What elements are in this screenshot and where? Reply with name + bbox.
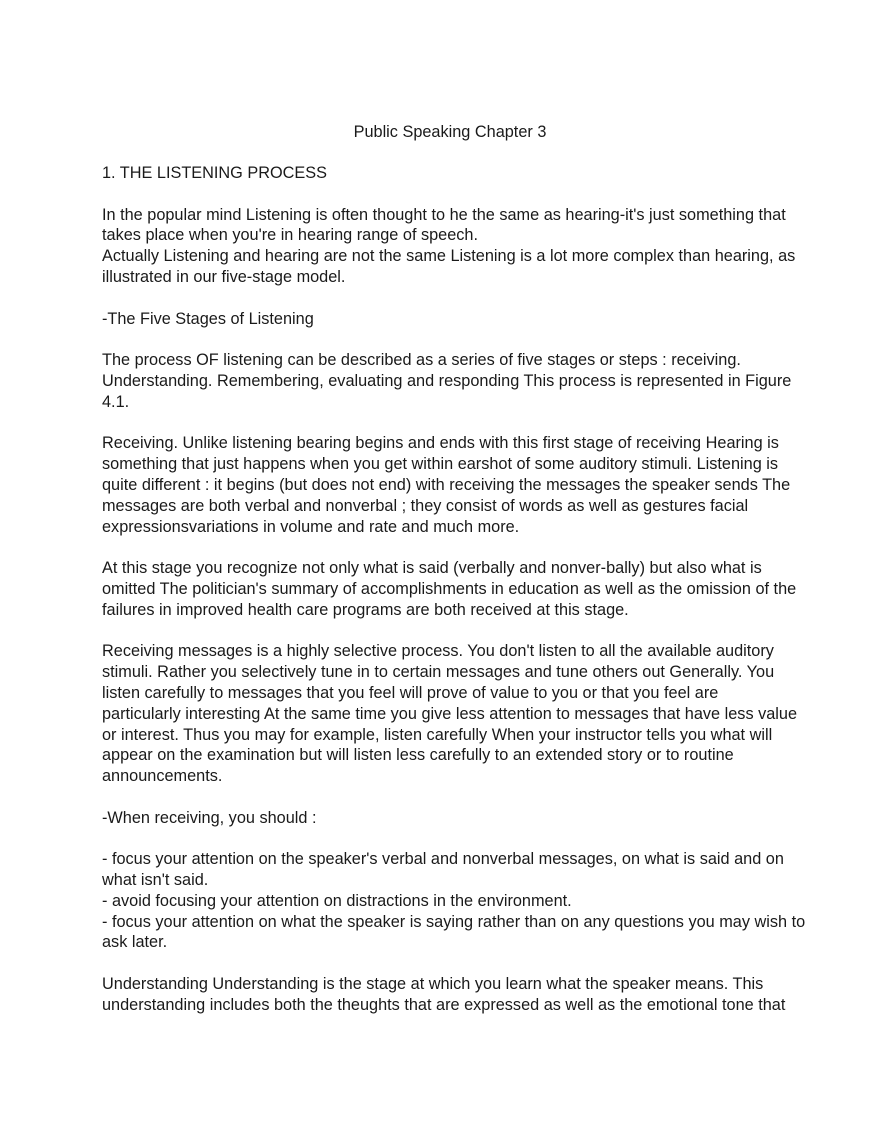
section-heading: 1. THE LISTENING PROCESS bbox=[102, 164, 327, 182]
list-item-line: what isn't said. bbox=[102, 871, 209, 890]
text-line: -The Five Stages of Listening bbox=[102, 309, 314, 328]
text-line: understanding includes both the theughts that are expressed as well as the emotional tone that bbox=[102, 995, 786, 1014]
list-item-line: - focus your attention on what the speaker is saying rather than on any questions you may wish to bbox=[102, 912, 806, 931]
paragraph bbox=[102, 205, 862, 288]
text-line: -When receiving, you should : bbox=[102, 808, 317, 827]
page-title: Public Speaking Chapter 3 bbox=[353, 123, 547, 141]
subheading bbox=[102, 309, 862, 330]
paragraph bbox=[102, 641, 862, 787]
text-line: particularly interesting At the same time you give less attention to messages that have less value bbox=[102, 704, 798, 723]
text-line: quite different : it begins (but does not end) with receiving the messages the speaker sends The bbox=[102, 475, 791, 494]
text-line: Understanding. Remembering, evaluating and responding This process is represented in Figure bbox=[102, 371, 792, 390]
text-line: something that just happens when you get within earshot of some auditory stimuli. Listening is bbox=[102, 455, 779, 474]
text-line: stimuli. Rather you selectively tune in to certain messages and tune others out Generally. You bbox=[102, 663, 775, 682]
paragraph bbox=[102, 350, 862, 412]
text-line: Receiving. Unlike listening bearing begins and ends with this first stage of receiving Hearing is bbox=[102, 434, 779, 453]
text-line: Receiving messages is a highly selective process. You don't listen to all the available auditory bbox=[102, 642, 774, 661]
text-line: At this stage you recognize not only what is said (verbally and nonver-bally) but also what is bbox=[102, 559, 762, 578]
subheading bbox=[102, 808, 862, 829]
text-line: omitted The politician's summary of accomplishments in education as well as the omission of the bbox=[102, 579, 797, 598]
text-line: The process OF listening can be described as a series of five stages or steps : receiving. bbox=[102, 351, 741, 370]
text-line: listen carefully to messages that you feel will prove of value to you or that you feel are bbox=[102, 683, 719, 702]
text-line: failures in improved health care programs are both received at this stage. bbox=[102, 600, 629, 619]
bullet-list bbox=[102, 849, 862, 953]
text-line: In the popular mind Listening is often thought to he the same as hearing-it's just something that bbox=[102, 205, 786, 224]
paragraph bbox=[102, 558, 862, 620]
list-item-line: - avoid focusing your attention on distractions in the environment. bbox=[102, 891, 572, 910]
text-line: expressionsvariations in volume and rate and much more. bbox=[102, 517, 520, 536]
paragraph bbox=[102, 974, 862, 1016]
text-line: Understanding Understanding is the stage at which you learn what the speaker means. This bbox=[102, 975, 764, 994]
list-item-line: - focus your attention on the speaker's verbal and nonverbal messages, on what is said and on bbox=[102, 850, 784, 869]
text-line: appear on the examination but will listen less carefully to an extended story or to routine bbox=[102, 746, 734, 765]
text-line: Actually Listening and hearing are not the same Listening is a lot more complex than hearing, as bbox=[102, 247, 796, 266]
paragraph bbox=[102, 433, 862, 537]
text-line: takes place when you're in hearing range of speech. bbox=[102, 226, 479, 245]
text-line: announcements. bbox=[102, 767, 223, 786]
text-line: or interest. Thus you may for example, listen carefully When your instructor tells you what will bbox=[102, 725, 773, 744]
list-item-line: ask later. bbox=[102, 933, 168, 952]
text-line: 4.1. bbox=[102, 392, 130, 411]
text-line: messages are both verbal and nonverbal ; they consist of words as well as gestures facial bbox=[102, 496, 749, 515]
text-line: illustrated in our five-stage model. bbox=[102, 267, 346, 286]
document-body bbox=[102, 163, 862, 1016]
